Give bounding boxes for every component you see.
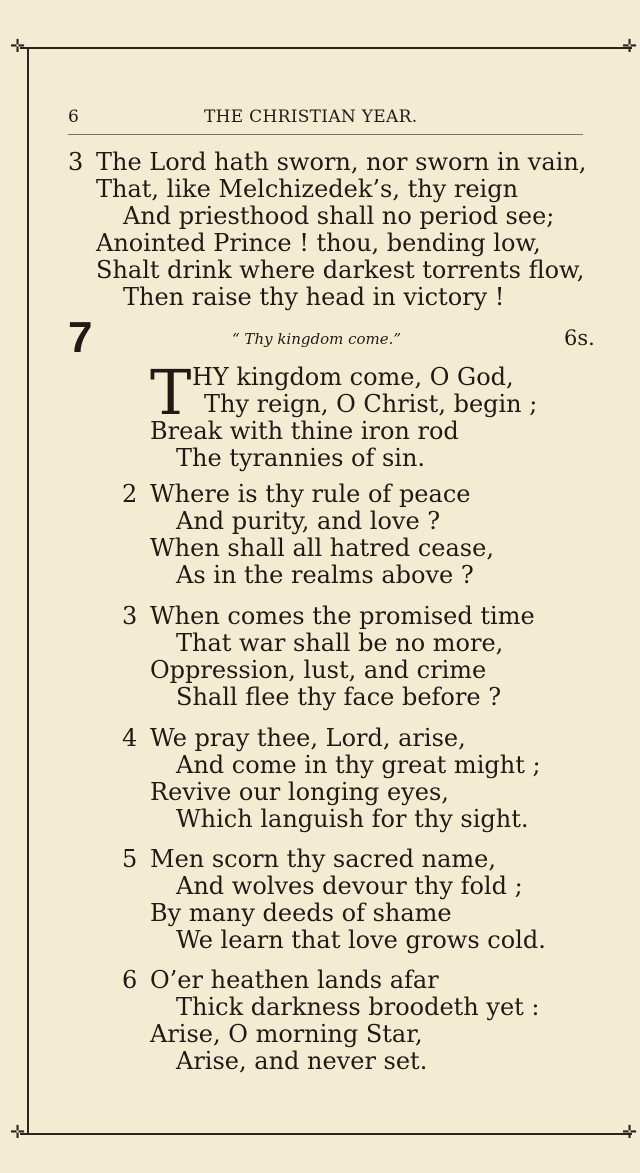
verse-line: Shalt drink where darkest torrents flow, bbox=[96, 256, 585, 284]
verse-line: When shall all hatred cease, bbox=[150, 534, 494, 562]
stanza-number: 2 bbox=[122, 480, 138, 508]
stanza-number: 3 bbox=[122, 602, 138, 630]
verse-line: Men scorn thy sacred name, bbox=[150, 845, 497, 873]
verse-line: And purity, and love ? bbox=[176, 507, 441, 535]
verse-line: And wolves devour thy fold ; bbox=[176, 872, 523, 900]
verse-line: The tyrannies of sin. bbox=[176, 444, 426, 472]
verse-line: Then raise thy head in victory ! bbox=[123, 283, 505, 311]
hymn-title: “ Thy kingdom come.” bbox=[232, 330, 402, 348]
verse-line: Thick darkness broodeth yet : bbox=[176, 993, 540, 1021]
bottom-border-rule bbox=[20, 1133, 632, 1135]
ornament-cross-icon: ✛ bbox=[10, 1122, 26, 1143]
running-title: THE CHRISTIAN YEAR. bbox=[204, 107, 418, 127]
verse-line: And come in thy great might ; bbox=[176, 751, 541, 779]
hymn-meter: 6s. bbox=[564, 326, 595, 350]
verse-line: Oppression, lust, and crime bbox=[150, 656, 487, 684]
verse-line: Where is thy rule of peace bbox=[150, 480, 471, 508]
verse-line: Thy reign, O Christ, begin ; bbox=[204, 390, 538, 418]
ornament-cross-icon: ✛ bbox=[10, 36, 26, 57]
header-underline bbox=[68, 134, 583, 135]
verse-line: We pray thee, Lord, arise, bbox=[150, 724, 466, 752]
hymn-number: 7 bbox=[68, 313, 93, 362]
ornament-cross-icon: ✛ bbox=[622, 1122, 638, 1143]
verse-line: Revive our longing eyes, bbox=[150, 778, 449, 806]
verse-line: As in the realms above ? bbox=[176, 561, 474, 589]
verse-line: HY kingdom come, O God, bbox=[192, 363, 514, 391]
left-border-rule bbox=[27, 47, 29, 1135]
verse-line: When comes the promised time bbox=[150, 602, 535, 630]
verse-line: And priesthood shall no period see; bbox=[123, 202, 555, 230]
stanza-number: 4 bbox=[122, 724, 138, 752]
top-border-rule bbox=[20, 47, 632, 49]
verse-line: Break with thine iron rod bbox=[150, 417, 459, 445]
verse-line: Which languish for thy sight. bbox=[176, 805, 529, 833]
verse-line: That war shall be no more, bbox=[176, 629, 504, 657]
verse-line: That, like Melchizedek’s, thy reign bbox=[96, 175, 519, 203]
verse-line: The Lord hath sworn, nor sworn in vain, bbox=[96, 148, 587, 176]
stanza-number: 6 bbox=[122, 966, 138, 994]
page-number: 6 bbox=[68, 107, 80, 127]
drop-cap: T bbox=[150, 356, 192, 429]
verse-line: Shall flee thy face before ? bbox=[176, 683, 502, 711]
verse-line: Arise, O morning Star, bbox=[150, 1020, 423, 1048]
stanza-number: 3 bbox=[68, 148, 84, 176]
ornament-cross-icon: ✛ bbox=[622, 36, 638, 57]
verse-line: We learn that love grows cold. bbox=[176, 926, 546, 954]
stanza-number: 5 bbox=[122, 845, 138, 873]
verse-line: By many deeds of shame bbox=[150, 899, 452, 927]
verse-line: Anointed Prince ! thou, bending low, bbox=[96, 229, 541, 257]
verse-line: O’er heathen lands afar bbox=[150, 966, 439, 994]
verse-line: Arise, and never set. bbox=[176, 1047, 428, 1075]
